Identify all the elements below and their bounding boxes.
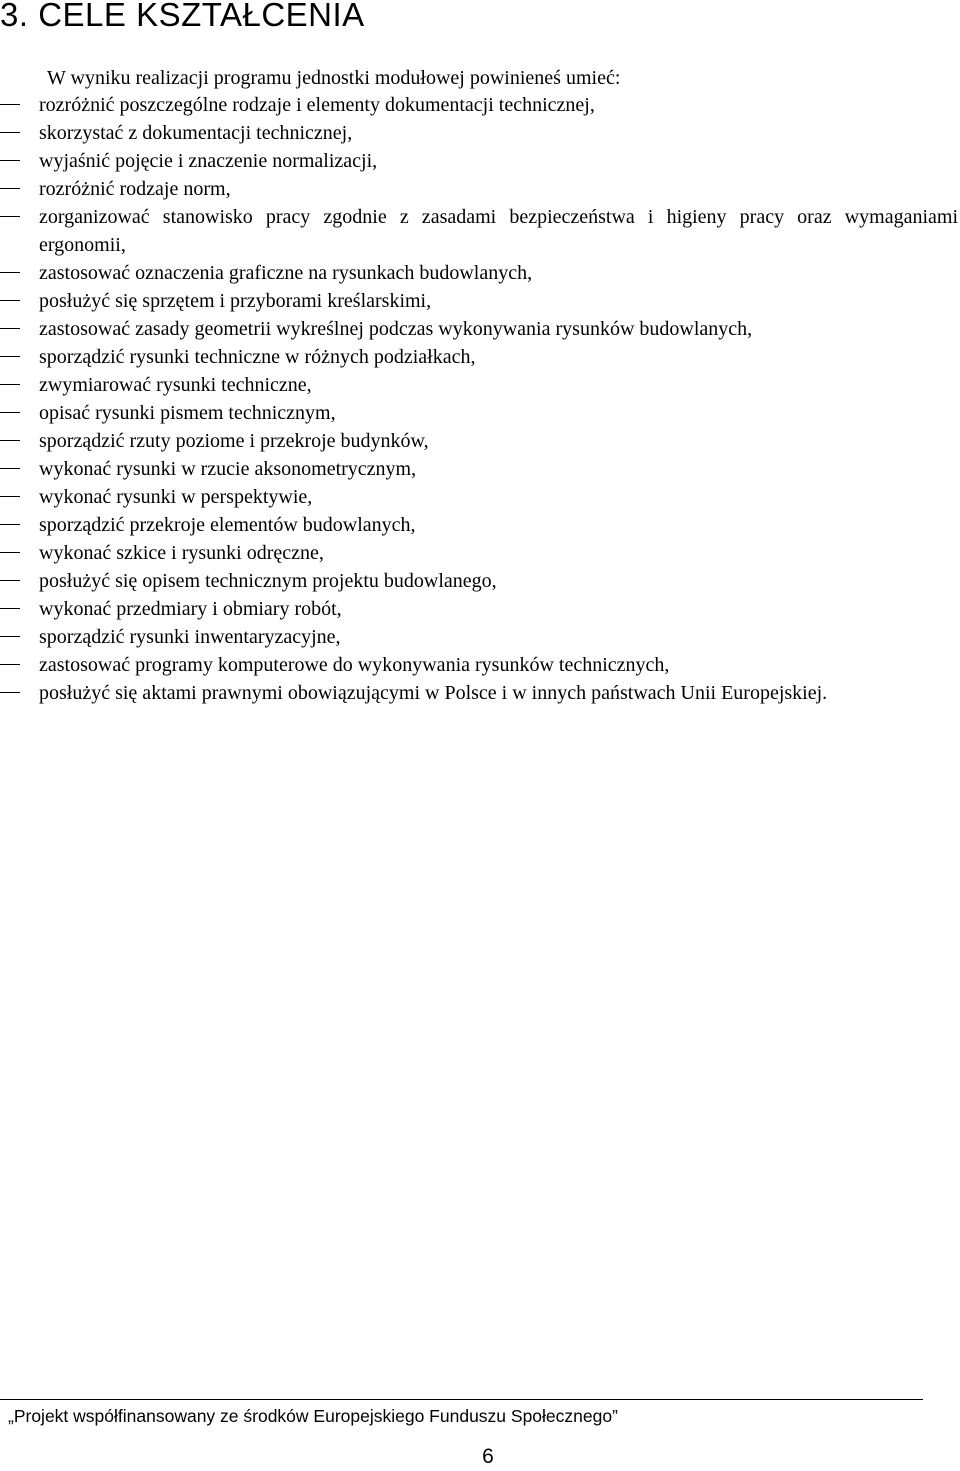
objective-text: opisać rysunki pismem technicznym, (39, 402, 336, 424)
objective-text: zastosować oznaczenia graficzne na rysunkach budowlanych, (39, 262, 533, 284)
list-item (0, 567, 958, 595)
list-item (0, 399, 958, 427)
page-number: 6 (482, 1445, 494, 1468)
list-item (0, 539, 958, 567)
list-item (0, 679, 958, 707)
list-item (0, 427, 958, 455)
objective-text: sporządzić rysunki inwentaryzacyjne, (39, 626, 341, 648)
objective-text: rozróżnić rodzaje norm, (39, 178, 231, 200)
dash-bullet (0, 580, 20, 581)
objective-text: zwymiarować rysunki techniczne, (39, 374, 312, 396)
dash-bullet (0, 412, 20, 413)
list-item (0, 595, 958, 623)
intro-text: W wyniku realizacji programu jednostki modułowej powinieneś umieć: (47, 67, 621, 89)
list-item (0, 203, 958, 259)
dash-bullet (0, 468, 20, 469)
dash-bullet (0, 608, 20, 609)
list-item (0, 315, 958, 343)
objective-text: zastosować programy komputerowe do wykonywania rysunków technicznych, (39, 654, 670, 676)
dash-bullet (0, 328, 20, 329)
objective-text: rozróżnić poszczególne rodzaje i elementy dokumentacji technicznej, (39, 94, 595, 116)
dash-bullet (0, 300, 20, 301)
objective-text: wykonać przedmiary i obmiary robót, (39, 598, 342, 620)
dash-bullet (0, 272, 20, 273)
objective-text: skorzystać z dokumentacji technicznej, (39, 122, 353, 144)
dash-bullet (0, 636, 20, 637)
dash-bullet (0, 188, 20, 189)
list-item (0, 483, 958, 511)
list-item (0, 623, 958, 651)
list-item (0, 651, 958, 679)
objective-text: sporządzić rzuty poziome i przekroje budynków, (39, 430, 429, 452)
list-item (0, 259, 958, 287)
dash-bullet (0, 524, 20, 525)
section-heading: 3. CELE KSZTAŁCENIA (0, 0, 365, 33)
objective-text: wykonać rysunki w rzucie aksonometrycznym, (39, 458, 417, 480)
dash-bullet (0, 104, 20, 105)
objective-text: wyjaśnić pojęcie i znaczenie normalizacji, (39, 150, 378, 172)
objective-text: sporządzić przekroje elementów budowlanych, (39, 514, 416, 536)
list-item (0, 511, 958, 539)
dash-bullet (0, 356, 20, 357)
list-item (0, 91, 958, 119)
dash-bullet (0, 384, 20, 385)
list-item (0, 371, 958, 399)
objective-text: zastosować zasady geometrii wykreślnej podczas wykonywania rysunków budowlanych, (39, 318, 753, 340)
footer-divider (0, 1399, 923, 1400)
objectives-list (0, 91, 958, 707)
objective-text: zorganizować stanowisko pracy zgodnie z zasadami bezpieczeństwa i higieny pracy oraz wymaganiami ergonomii, (39, 206, 958, 256)
objective-text: sporządzić rysunki techniczne w różnych podziałkach, (39, 346, 476, 368)
objective-text: wykonać rysunki w perspektywie, (39, 486, 313, 508)
objective-text: posłużyć się sprzętem i przyborami kreślarskimi, (39, 290, 432, 312)
list-item (0, 119, 958, 147)
dash-bullet (0, 664, 20, 665)
objective-text: wykonać szkice i rysunki odręczne, (39, 542, 324, 564)
dash-bullet (0, 216, 20, 217)
list-item (0, 147, 958, 175)
list-item (0, 343, 958, 371)
objective-text: posłużyć się aktami prawnymi obowiązującymi w Polsce i w innych państwach Unii Europejskiej. (39, 682, 828, 704)
dash-bullet (0, 440, 20, 441)
dash-bullet (0, 692, 20, 693)
dash-bullet (0, 496, 20, 497)
dash-bullet (0, 552, 20, 553)
footer-funding-note: „Projekt współfinansowany ze środków Europejskiego Funduszu Społecznego” (8, 1406, 618, 1426)
dash-bullet (0, 132, 20, 133)
list-item (0, 287, 958, 315)
objective-text: posłużyć się opisem technicznym projektu budowlanego, (39, 570, 497, 592)
list-item (0, 175, 958, 203)
dash-bullet (0, 160, 20, 161)
list-item (0, 455, 958, 483)
